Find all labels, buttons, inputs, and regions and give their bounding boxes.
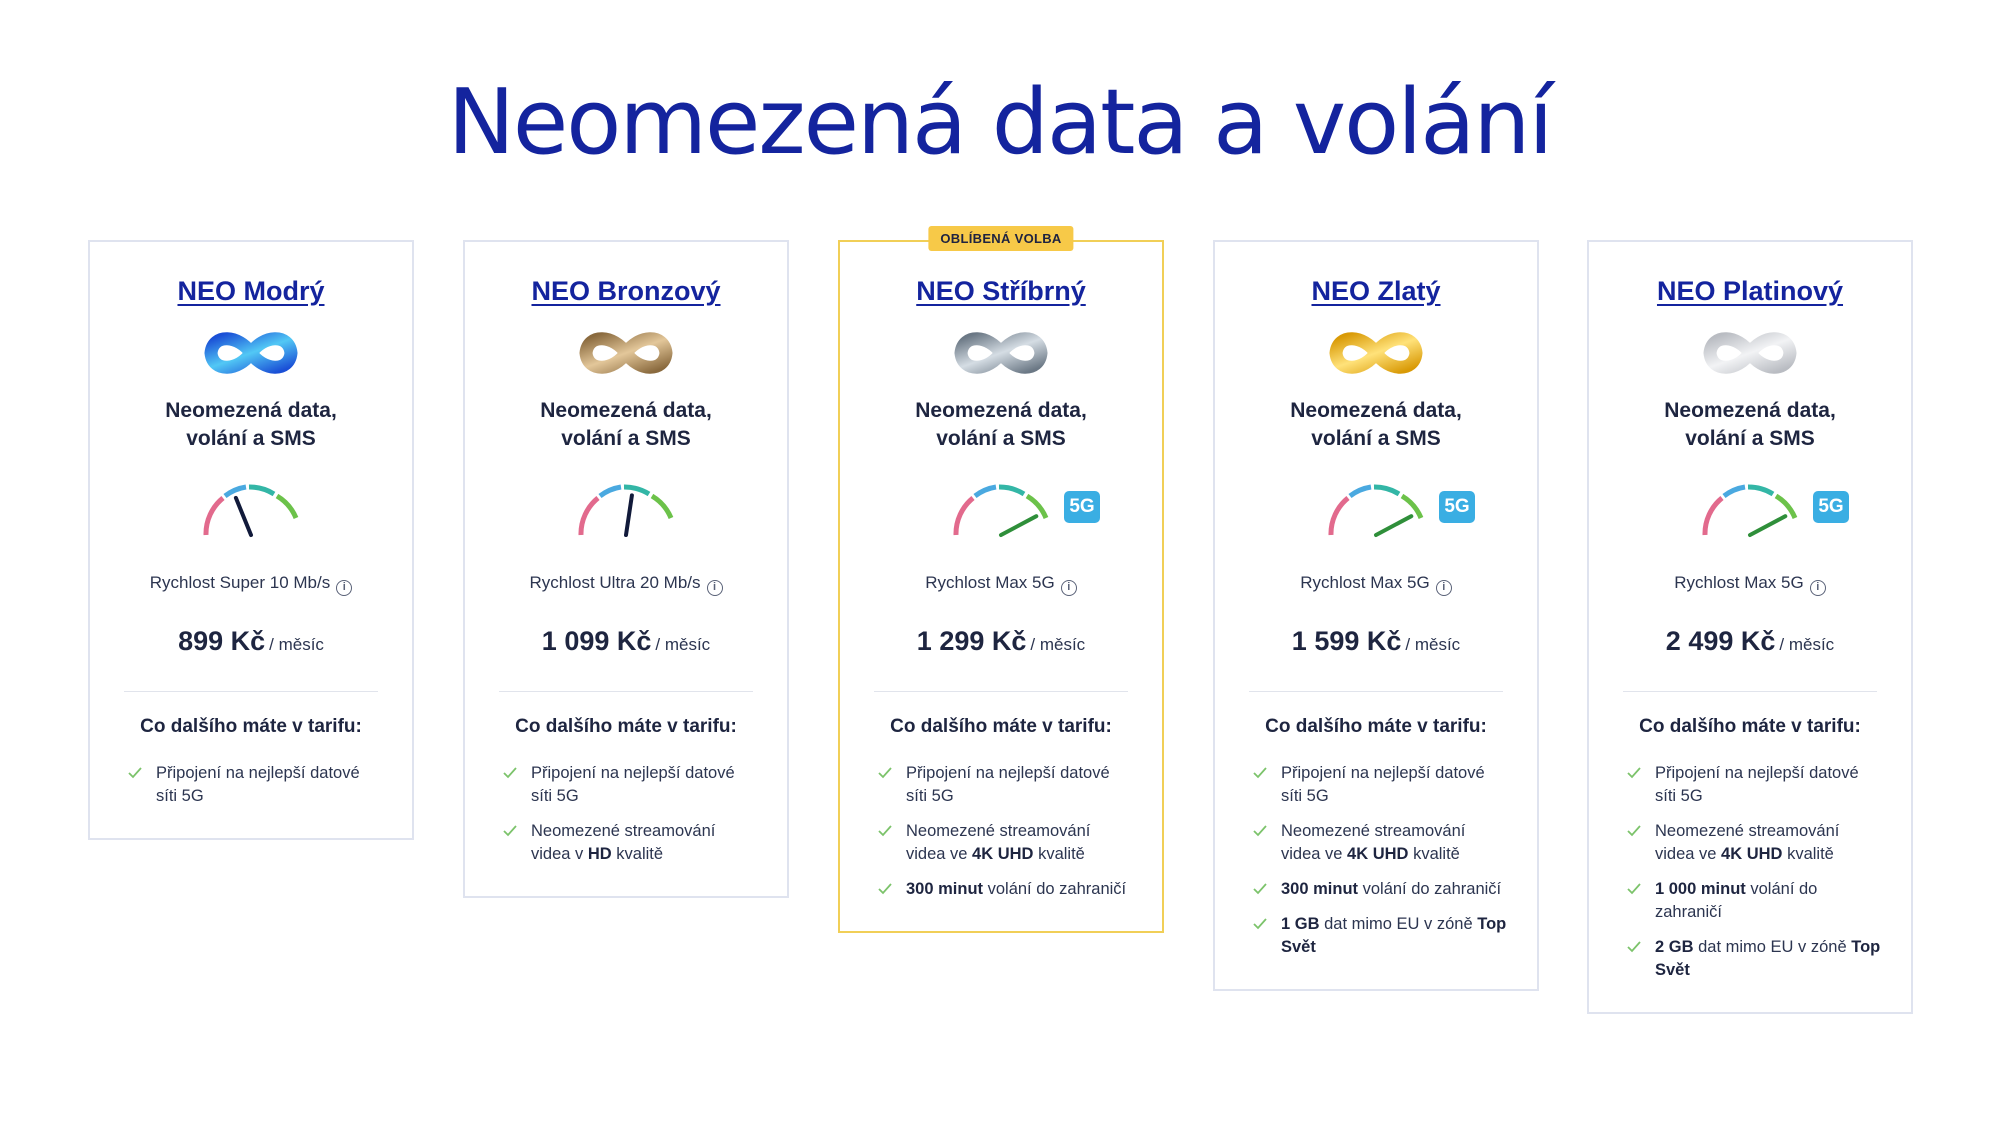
feature-text-post: volání do zahraničí: [1655, 880, 1818, 921]
infinity-icon: [1324, 325, 1428, 381]
price-value: 2 499 Kč: [1665, 626, 1776, 656]
feature-text-pre: Připojení na nejlepší datové síti 5G: [156, 764, 360, 805]
speed-gauge-row: [465, 473, 787, 551]
speedometer-icon: [1695, 473, 1805, 545]
check-icon: [503, 824, 517, 838]
feature-text-bold: 2 GB: [1655, 938, 1694, 956]
feature-item: [1627, 878, 1883, 924]
5g-badge: 5G: [1439, 491, 1475, 523]
feature-item: [1627, 762, 1883, 808]
speedometer-icon: [946, 473, 1056, 545]
feature-item: [878, 878, 1134, 901]
feature-item: [1253, 762, 1509, 808]
feature-text-post: dat mimo EU v zóně: [1693, 938, 1852, 956]
plan-headline: Neomezená data, volání a SMS: [165, 399, 337, 450]
infinity-icon: [1698, 325, 1802, 381]
features-title: Co dalšího máte v tarifu:: [515, 716, 737, 737]
page-title: Neomezená data a volání: [447, 70, 1552, 175]
check-icon: [878, 882, 892, 896]
check-icon: [128, 766, 142, 780]
price-row: [840, 626, 1162, 657]
feature-text-post: dat mimo EU v zóně: [1319, 915, 1478, 933]
features-list: [878, 762, 1134, 901]
price-unit: / měsíc: [1030, 635, 1086, 654]
speed-label: Rychlost Super 10 Mb/s: [149, 573, 331, 592]
5g-badge: 5G: [1064, 491, 1100, 523]
speed-gauge-row: [1589, 473, 1911, 551]
feature-item: [1627, 820, 1883, 866]
feature-text-bold: 1 000 minut: [1655, 880, 1746, 898]
speed-text-row: [465, 573, 787, 596]
speed-text-row: [1589, 573, 1911, 596]
feature-text-bold: 4K UHD: [1721, 845, 1783, 863]
feature-text-bold2: Top Svět: [1281, 915, 1507, 956]
check-icon: [1627, 940, 1641, 954]
feature-text-bold: 1 GB: [1281, 915, 1320, 933]
price-row: [465, 626, 787, 657]
features-title: Co dalšího máte v tarifu:: [890, 716, 1112, 737]
feature-text-pre: Připojení na nejlepší datové síti 5G: [906, 764, 1110, 805]
feature-item: [503, 820, 759, 866]
feature-text-post: volání do zahraničí: [983, 880, 1127, 898]
feature-text-post: kvalitě: [611, 845, 664, 863]
feature-text-post: kvalitě: [1782, 845, 1834, 863]
price-value: 1 599 Kč: [1291, 626, 1402, 656]
divider: [874, 691, 1128, 692]
speed-text-row: [90, 573, 412, 596]
check-icon: [1253, 882, 1267, 896]
price-unit: / měsíc: [1779, 635, 1835, 654]
feature-text-bold: 4K UHD: [1347, 845, 1409, 863]
features-list: [128, 762, 384, 808]
feature-text-pre: Připojení na nejlepší datové síti 5G: [531, 764, 735, 805]
plan-card: [88, 240, 414, 840]
plan-headline: Neomezená data, volání a SMS: [915, 399, 1087, 450]
speed-label: Rychlost Ultra 20 Mb/s: [529, 573, 701, 592]
feature-item: [878, 820, 1134, 866]
price-row: [1215, 626, 1537, 657]
plan-name-link[interactable]: NEO Zlatý: [1311, 276, 1441, 306]
price-value: 1 299 Kč: [916, 626, 1027, 656]
check-icon: [1253, 917, 1267, 931]
features-title: Co dalšího máte v tarifu:: [1639, 716, 1861, 737]
price-row: [90, 626, 412, 657]
price-unit: / měsíc: [269, 635, 324, 654]
info-icon[interactable]: i: [707, 580, 723, 596]
feature-item: [128, 762, 384, 808]
check-icon: [1627, 824, 1641, 838]
feature-text-bold: 4K UHD: [972, 845, 1034, 863]
feature-text-bold: HD: [587, 845, 612, 863]
speedometer-icon: [196, 473, 306, 545]
feature-text-pre: Připojení na nejlepší datové síti 5G: [1281, 764, 1485, 805]
divider: [1623, 691, 1877, 692]
plan-card: [1587, 240, 1913, 1014]
check-icon: [503, 766, 517, 780]
info-icon[interactable]: i: [1061, 580, 1077, 596]
feature-text-post: volání do zahraničí: [1358, 880, 1502, 898]
speedometer-icon: [1321, 473, 1431, 545]
feature-text-bold: 300 minut: [1281, 880, 1359, 898]
check-icon: [1627, 766, 1641, 780]
features-title: Co dalšího máte v tarifu:: [140, 716, 362, 737]
price-value: 1 099 Kč: [541, 626, 652, 656]
5g-badge: 5G: [1813, 491, 1849, 523]
plan-headline: Neomezená data, volání a SMS: [1290, 399, 1462, 450]
feature-text-pre: Neomezené streamování videa ve: [1281, 822, 1466, 863]
features-title: Co dalšího máte v tarifu:: [1265, 716, 1487, 737]
divider: [499, 691, 753, 692]
check-icon: [1627, 882, 1641, 896]
infinity-icon: [199, 325, 303, 381]
feature-text-post: kvalitě: [1033, 845, 1085, 863]
plan-name-link[interactable]: NEO Modrý: [177, 276, 325, 306]
speed-label: Rychlost Max 5G: [1674, 573, 1804, 592]
feature-text-bold2: Top Svět: [1655, 938, 1881, 979]
feature-item: [1253, 820, 1509, 866]
popular-badge: OBLÍBENÁ VOLBA: [928, 226, 1073, 251]
plan-card: [1213, 240, 1539, 991]
info-icon[interactable]: i: [1436, 580, 1452, 596]
infinity-icon: [949, 325, 1053, 381]
features-list: [1627, 762, 1883, 982]
divider: [1249, 691, 1503, 692]
info-icon[interactable]: i: [336, 580, 352, 596]
infinity-icon: [574, 325, 678, 381]
feature-text-pre: Neomezené streamování videa v: [531, 822, 716, 863]
features-list: [503, 762, 759, 866]
plan-headline: Neomezená data, volání a SMS: [1664, 399, 1836, 450]
feature-item: [878, 762, 1134, 808]
speed-text-row: [840, 573, 1162, 596]
feature-text-pre: Neomezené streamování videa ve: [1655, 822, 1840, 863]
price-value: 899 Kč: [178, 626, 266, 656]
feature-item: [1253, 913, 1509, 959]
speed-gauge-row: [840, 473, 1162, 551]
price-row: [1589, 626, 1911, 657]
speed-label: Rychlost Max 5G: [1300, 573, 1430, 592]
check-icon: [1253, 824, 1267, 838]
features-list: [1253, 762, 1509, 959]
feature-item: [1253, 878, 1509, 901]
feature-item: [1627, 936, 1883, 982]
check-icon: [878, 824, 892, 838]
check-icon: [878, 766, 892, 780]
price-unit: / měsíc: [1405, 635, 1461, 654]
info-icon[interactable]: i: [1810, 580, 1826, 596]
plan-name-link[interactable]: NEO Stříbrný: [916, 276, 1086, 306]
plan-name-link[interactable]: NEO Platinový: [1656, 276, 1844, 306]
check-icon: [1253, 766, 1267, 780]
feature-item: [503, 762, 759, 808]
feature-text-pre: Neomezené streamování videa ve: [906, 822, 1091, 863]
plan-headline: Neomezená data, volání a SMS: [540, 399, 712, 450]
price-unit: / měsíc: [655, 635, 711, 654]
speed-text-row: [1215, 573, 1537, 596]
speed-gauge-row: [1215, 473, 1537, 551]
plan-card: [463, 240, 789, 898]
speed-gauge-row: [90, 473, 412, 551]
feature-text-post: kvalitě: [1408, 845, 1460, 863]
speed-label: Rychlost Max 5G: [925, 573, 1055, 592]
speedometer-icon: [571, 473, 681, 545]
feature-text-pre: Připojení na nejlepší datové síti 5G: [1655, 764, 1859, 805]
plan-name-link[interactable]: NEO Bronzový: [531, 276, 721, 306]
plan-card: [838, 231, 1164, 933]
feature-text-bold: 300 minut: [906, 880, 984, 898]
divider: [124, 691, 378, 692]
